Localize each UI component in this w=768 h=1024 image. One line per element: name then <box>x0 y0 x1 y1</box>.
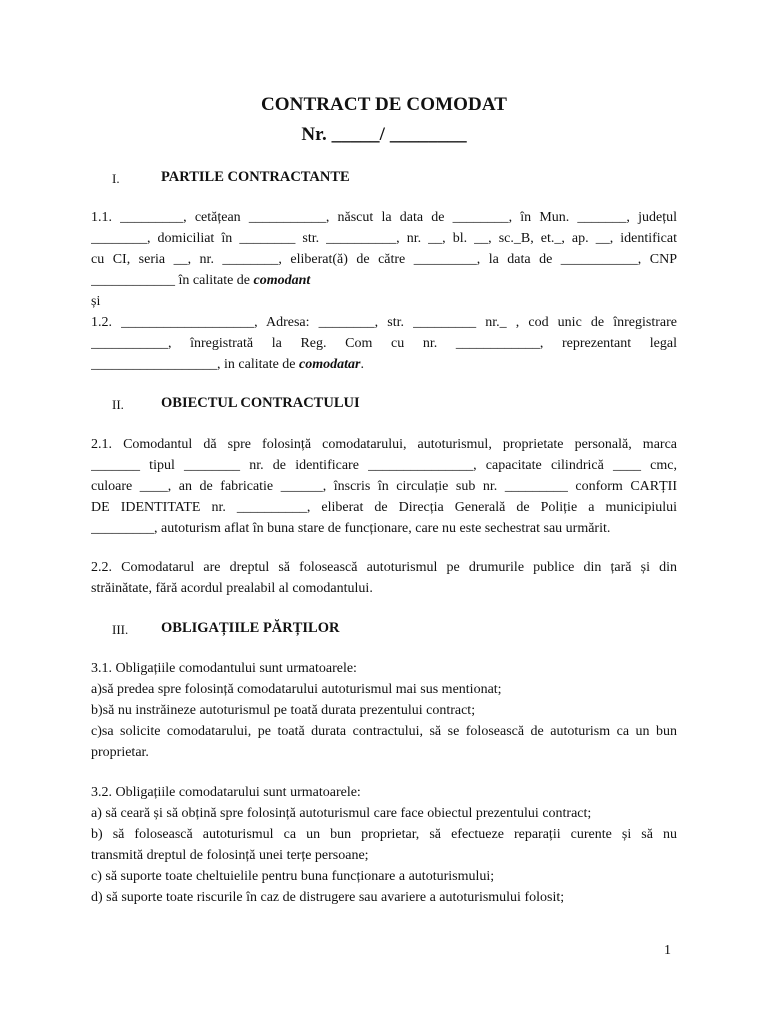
clause-2-2 <box>91 557 677 599</box>
section-2-title: OBIECTUL CONTRACTULUI <box>161 395 360 411</box>
text-line: ___________, înregistrată la Reg. Com cu nr. ____________, reprezentant legal <box>91 336 677 351</box>
text-fragment: . <box>360 357 364 372</box>
text-line: _______ tipul ________ nr. de identificare _______________, capacitate cilindrică ____ cmc, <box>91 458 677 473</box>
section-1-title: PARTILE CONTRACTANTE <box>161 169 350 185</box>
role-comodatar: comodatar <box>299 357 361 372</box>
text-line: d) să suporte toate riscurile în caz de distrugere sau avariere a autoturismului folosit; <box>91 890 565 905</box>
text-line: a) să ceară și să obțină spre folosință autoturismul care face obiectul prezentului contract; <box>91 806 592 821</box>
clause-2-1 <box>91 434 677 539</box>
text-line <box>91 270 677 291</box>
text-line: 2.1. Comodantul dă spre folosință comodatarului, autoturismul, proprietate personală, marca <box>91 437 677 452</box>
text-line: b)să nu instrăineze autoturismul pe toată durata prezentului contract; <box>91 703 476 718</box>
section-3-title: OBLIGAȚIILE PĂRȚILOR <box>161 620 340 636</box>
text-line: c)sa solicite comodatarului, pe toată durata contractului, să se folosească de autoturism ca un bun <box>91 724 677 739</box>
text-line: cu CI, seria __, nr. ________, eliberat(ă) de către _________, la data de ___________, CNP <box>91 252 677 267</box>
text-line: culoare ____, an de fabricatie ______, înscris în circulație sub nr. _________ conform CARȚII <box>91 479 677 494</box>
section-1-number: I. <box>112 171 120 186</box>
text-line: proprietar. <box>91 745 149 760</box>
text-fragment: __________________, in calitate de <box>91 357 300 372</box>
text-line: c) să suporte toate cheltuielile pentru buna funcționare a autoturismului; <box>91 869 495 884</box>
text-line: DE IDENTITATE nr. __________, eliberat de Direcția Generală de Poliție a municipiului <box>91 500 677 515</box>
text-line: a)să predea spre folosință comodatarului autoturismul mai sus mentionat; <box>91 682 502 697</box>
text-line: 2.2. Comodatarul are dreptul să folosească autoturismul pe drumurile publice din țară și din <box>91 560 677 575</box>
section-3-number: III. <box>112 622 129 637</box>
clause-3-1 <box>91 658 677 763</box>
text-line: 3.2. Obligațiile comodatarului sunt urmatoarele: <box>91 785 361 800</box>
page-number: 1 <box>664 943 671 958</box>
text-line: 1.2. ___________________, Adresa: ________, str. _________ nr._ , cod unic de înregistrare <box>91 315 677 330</box>
text-fragment: ____________ în calitate de <box>91 273 254 288</box>
text-line: _________, autoturism aflat în buna stare de funcționare, care nu este sechestrat sau urmărit. <box>91 521 611 536</box>
clause-3-2 <box>91 782 677 908</box>
contract-number: Nr. _____/ ________ <box>301 124 467 145</box>
text-line: transmită dreptul de folosință unei terțe persoane; <box>91 848 369 863</box>
text-line: străinătate, fără acordul prealabil al comodantului. <box>91 581 373 596</box>
clause-1-2 <box>91 312 677 375</box>
text-line <box>91 354 677 375</box>
role-comodant: comodant <box>253 273 311 288</box>
contract-title: CONTRACT DE COMODAT <box>260 94 508 115</box>
text-line: b) să folosească autoturismul ca un bun proprietar, să efectueze reparații curente și să nu <box>91 827 677 842</box>
conjunction-si: și <box>91 294 101 309</box>
clause-1-1 <box>91 207 677 312</box>
text-line: 1.1. _________, cetățean ___________, născut la data de ________, în Mun. _______, județul <box>91 210 677 225</box>
text-line: ________, domiciliat în ________ str. __________, nr. __, bl. __, sc._B, et._, ap. __, identificat <box>91 231 677 246</box>
section-2-number: II. <box>112 397 124 412</box>
text-line: 3.1. Obligațiile comodantului sunt urmatoarele: <box>91 661 357 676</box>
